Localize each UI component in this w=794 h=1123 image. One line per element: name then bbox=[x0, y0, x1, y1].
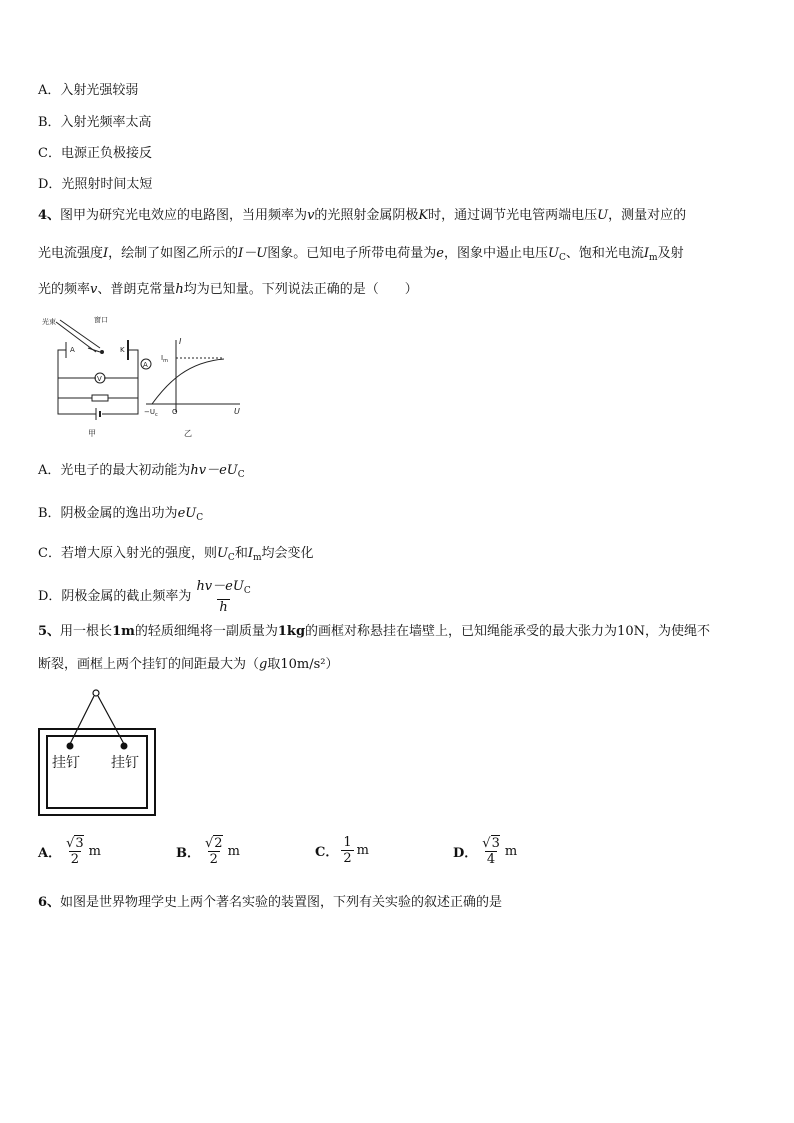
i-axis-label: I bbox=[179, 337, 182, 346]
origin-label: O bbox=[172, 408, 178, 416]
minus-uc-label: $-U_c$ bbox=[144, 408, 158, 418]
option-b-fraction: $\frac{√2}{2}$ bbox=[205, 836, 223, 867]
wire-right bbox=[102, 350, 138, 414]
u-axis-label: U bbox=[234, 407, 240, 416]
q6-stem: 6、如图是世界物理学史上两个著名实验的装置图，下列有关实验的叙述正确的是 bbox=[38, 895, 503, 910]
q5-option-a: A． $\frac{√3}{2}$ m bbox=[38, 836, 101, 867]
q5-option-b: B． $\frac{√2}{2}$ m bbox=[176, 836, 240, 867]
q5-option-c: C． $\frac{1}{2}$ m bbox=[315, 835, 369, 866]
q4-option-a: A．光电子的最大初动能为$hv-eU_C$ bbox=[38, 463, 245, 480]
rheostat bbox=[92, 395, 108, 401]
nail-right bbox=[121, 743, 127, 749]
q3-option-b: B．入射光频率太高 bbox=[38, 115, 152, 130]
nail-left bbox=[67, 743, 73, 749]
q3-option-d: D．光照射时间太短 bbox=[38, 177, 153, 192]
frame-inner bbox=[47, 736, 147, 808]
frame-outer bbox=[39, 729, 155, 815]
window-label: 窗口 bbox=[94, 316, 108, 324]
q4-stem-line1: 4、图甲为研究光电效应的电路图，当用频率为v的光照射金属阴极K时，通过调节光电管两端电压U，测量对应的 bbox=[38, 208, 687, 223]
q4-option-c: C．若增大原入射光的强度，则$U_C$和$I_m$均会变化 bbox=[38, 546, 314, 563]
wire-left bbox=[58, 350, 96, 414]
q3-option-c: C．电源正负极接反 bbox=[38, 146, 152, 161]
light-label: 光束 bbox=[42, 318, 56, 326]
im-label: $I_m$ bbox=[161, 354, 168, 364]
voltmeter-label: V bbox=[97, 375, 102, 383]
option-d-fraction: $\frac{√3}{4}$ bbox=[482, 836, 500, 867]
q4-option-b: B．阴极金属的逸出功为$eU_C$ bbox=[38, 506, 204, 523]
q4-stem-line2: 光电流强度I，绘制了如图乙所示的I－U图象。已知电子所带电荷量为e，图象中遏止电压$U_C$、饱和光电流$I_m$及射 bbox=[38, 246, 684, 263]
nail-right-label: 挂钉 bbox=[111, 755, 139, 771]
q4-option-d: D．阴极金属的截止频率为 $\frac{hv-eU_C}{h}$ bbox=[38, 579, 251, 615]
cutoff-frequency-fraction: $\frac{hv-eU_C}{h}$ bbox=[196, 579, 251, 615]
q3-option-a: A．入射光强较弱 bbox=[38, 83, 139, 98]
q5-stem-line1: 5、用一根长1m的轻质细绳将一副质量为1kg的画框对称悬挂在墙壁上，已知绳能承受的最大张力为10N，为使绳不 bbox=[38, 624, 710, 639]
label-jia: 甲 bbox=[88, 429, 96, 438]
electron-dot bbox=[101, 351, 104, 354]
electron-path bbox=[88, 348, 100, 352]
ammeter-label: A bbox=[143, 361, 148, 369]
wall-hook bbox=[93, 690, 99, 696]
light-ray-1 bbox=[56, 322, 96, 352]
option-a-fraction: $\frac{√3}{2}$ bbox=[66, 836, 84, 867]
q4-figure bbox=[38, 312, 248, 442]
q5-option-d: D． $\frac{√3}{4}$ m bbox=[453, 836, 518, 867]
anode-label: A bbox=[70, 346, 75, 354]
option-c-fraction: $\frac{1}{2}$ bbox=[343, 835, 352, 866]
q5-figure bbox=[38, 688, 162, 818]
q5-stem-line2: 断裂，画框上两个挂钉的间距最大为（g取10m/s²） bbox=[38, 657, 339, 672]
cathode-label: K bbox=[120, 346, 125, 354]
q4-stem-line3: 光的频率v、普朗克常量h均为已知量。下列说法正确的是（ ） bbox=[38, 282, 418, 297]
label-yi: 乙 bbox=[184, 429, 192, 438]
nail-left-label: 挂钉 bbox=[52, 755, 80, 771]
iu-curve bbox=[152, 359, 224, 404]
